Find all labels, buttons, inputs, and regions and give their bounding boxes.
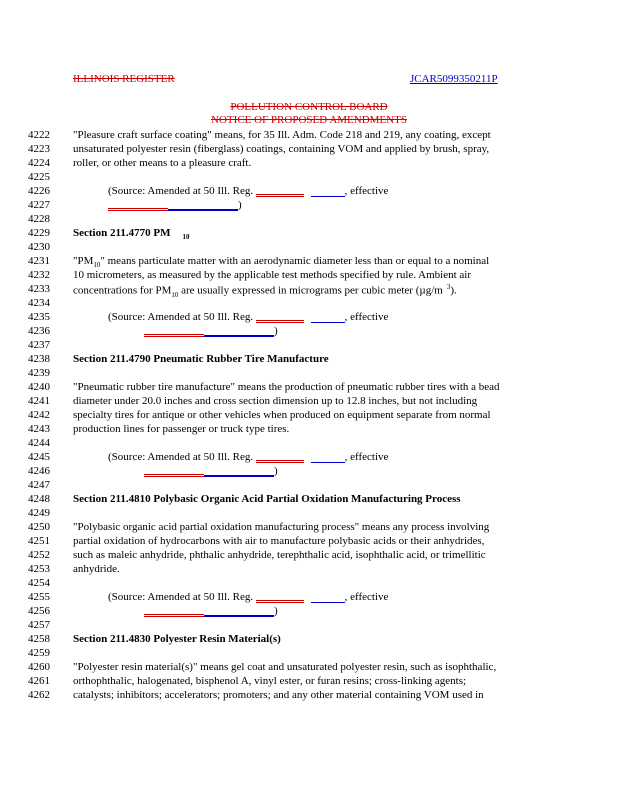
- text-line: orthophthalic, halogenated, bisphenol A, vinyl ester, or furan resins; cross-linking agents;: [73, 675, 467, 687]
- redline: [108, 199, 168, 211]
- redline: [144, 605, 204, 617]
- line-number: 4256: [28, 605, 50, 617]
- redline: [144, 325, 204, 337]
- line-number: 4255: [28, 591, 50, 603]
- line-number: 4228: [28, 213, 50, 225]
- line-number: 4247: [28, 479, 50, 491]
- line-number: 4242: [28, 409, 50, 421]
- source-date: ): [108, 199, 242, 211]
- line-number: 4229: [28, 227, 50, 239]
- blueline: [311, 187, 345, 197]
- text-line: "$PM_{10}$" means particulate matter with an aerodynamic diameter less than or equal to a nominal: [73, 255, 490, 270]
- line-number: 4226: [28, 185, 50, 197]
- text-line: diameter under 20.0 inches and cross section dimension up to 12.8 inches, but not including: [73, 395, 478, 407]
- line-number: 4231: [28, 255, 50, 267]
- line-number: 4223: [28, 143, 50, 155]
- redline: [256, 451, 304, 463]
- notice-title: NOTICE OF PROPOSED AMENDMENTS: [211, 114, 407, 126]
- blueline: [311, 593, 345, 603]
- line-number: 4224: [28, 157, 50, 169]
- blueline: [311, 453, 345, 463]
- text-line: roller, or other means to a pleasure craft.: [73, 157, 252, 169]
- line-number: 4246: [28, 465, 50, 477]
- line-number: 4222: [28, 129, 50, 141]
- line-number: 4253: [28, 563, 50, 575]
- register-title: ILLINOIS REGISTER: [73, 73, 175, 85]
- source-date: ): [108, 605, 278, 617]
- text-line: 10 micrometers, as measured by the applicable test methods specified by rule. Ambient air: [73, 269, 472, 281]
- line-number: 4261: [28, 675, 50, 687]
- blueline: [311, 313, 345, 323]
- line-number: 4237: [28, 339, 50, 351]
- effective-label: , effective: [344, 185, 389, 197]
- text-line: concentrations for $PM_{10}$ are usually expressed in micrograms per cubic meter (µg/m $^3$).: [73, 283, 457, 299]
- line-number: 4240: [28, 381, 50, 393]
- line-number: 4259: [28, 647, 50, 659]
- redline: [256, 185, 304, 197]
- blueline: [204, 606, 274, 617]
- line-number: 4258: [28, 633, 50, 645]
- line-number: 4251: [28, 535, 50, 547]
- line-number: 4248: [28, 493, 50, 505]
- line-number: 4236: [28, 325, 50, 337]
- line-number: 4239: [28, 367, 50, 379]
- line-number: 4244: [28, 437, 50, 449]
- line-number: 4225: [28, 171, 50, 183]
- section-heading: Section 211.4790 Pneumatic Rubber Tire Manufacture: [73, 353, 329, 365]
- line-number: 4227: [28, 199, 50, 211]
- blueline: [204, 466, 274, 477]
- source-note: [108, 185, 388, 197]
- line-number: 4233: [28, 283, 50, 295]
- line-number: 4257: [28, 619, 50, 631]
- blueline: [204, 326, 274, 337]
- text-line: anhydride.: [73, 563, 120, 575]
- text-line: catalysts; inhibitors; accelerators; promoters; and any other material containing VOM used in: [73, 689, 484, 701]
- line-number: 4245: [28, 451, 50, 463]
- blueline: [168, 200, 238, 211]
- line-number: 4250: [28, 521, 50, 533]
- line-number: 4249: [28, 507, 50, 519]
- text-line: "Polybasic organic acid partial oxidation manufacturing process" means any process involving: [73, 521, 490, 533]
- text-line: production lines for passenger or truck type tires.: [73, 423, 290, 435]
- source-note: (Source: Amended at 50 Ill. Reg. , effective: [108, 311, 389, 323]
- redline: [144, 465, 204, 477]
- source-note: (Source: Amended at 50 Ill. Reg. , effective: [108, 451, 389, 463]
- section-heading: Section 211.4830 Polyester Resin Material(s): [73, 633, 281, 645]
- line-number: 4241: [28, 395, 50, 407]
- text-line: partial oxidation of hydrocarbons with air to manufacture polybasic acids or their anhydrides,: [73, 535, 485, 547]
- jcar-code: JCAR5099350211P: [410, 73, 498, 85]
- source-label: (Source: Amended at 50 Ill. Reg.: [108, 185, 254, 197]
- section-heading: Section 211.4770 PM $_{10}$: [73, 227, 190, 242]
- text-line: "Pneumatic rubber tire manufacture" means the production of pneumatic rubber tires with a bead: [73, 381, 500, 393]
- text-line: such as maleic anhydride, phthalic anhydride, terephthalic acid, isophthalic acid, or trimellitic: [73, 549, 486, 561]
- line-number: 4254: [28, 577, 50, 589]
- text-line: "Polyester resin material(s)" means gel coat and unsaturated polyester resin, such as isophthalic,: [73, 661, 497, 673]
- line-number: 4262: [28, 689, 50, 701]
- line-number: 4235: [28, 311, 50, 323]
- redline: [256, 591, 304, 603]
- line-number: 4238: [28, 353, 50, 365]
- source-note: (Source: Amended at 50 Ill. Reg. , effective: [108, 591, 389, 603]
- section-heading: Section 211.4810 Polybasic Organic Acid Partial Oxidation Manufacturing Process: [73, 493, 461, 505]
- line-number: 4260: [28, 661, 50, 673]
- text-line: "Pleasure craft surface coating" means, for 35 Ill. Adm. Code 218 and 219, any coating, except: [73, 129, 491, 141]
- line-number: 4252: [28, 549, 50, 561]
- line-number: 4234: [28, 297, 50, 309]
- line-number: 4230: [28, 241, 50, 253]
- redline: [256, 311, 304, 323]
- text-line: specialty tires for antique or other vehicles when produced on equipment separate from normal: [73, 409, 491, 421]
- line-number: 4243: [28, 423, 50, 435]
- board-title: POLLUTION CONTROL BOARD: [230, 101, 388, 113]
- text-line: unsaturated polyester resin (fiberglass) coatings, containing VOM and applied by brush, spray,: [73, 143, 490, 155]
- source-date: ): [108, 325, 278, 337]
- source-date: ): [108, 465, 278, 477]
- line-number: 4232: [28, 269, 50, 281]
